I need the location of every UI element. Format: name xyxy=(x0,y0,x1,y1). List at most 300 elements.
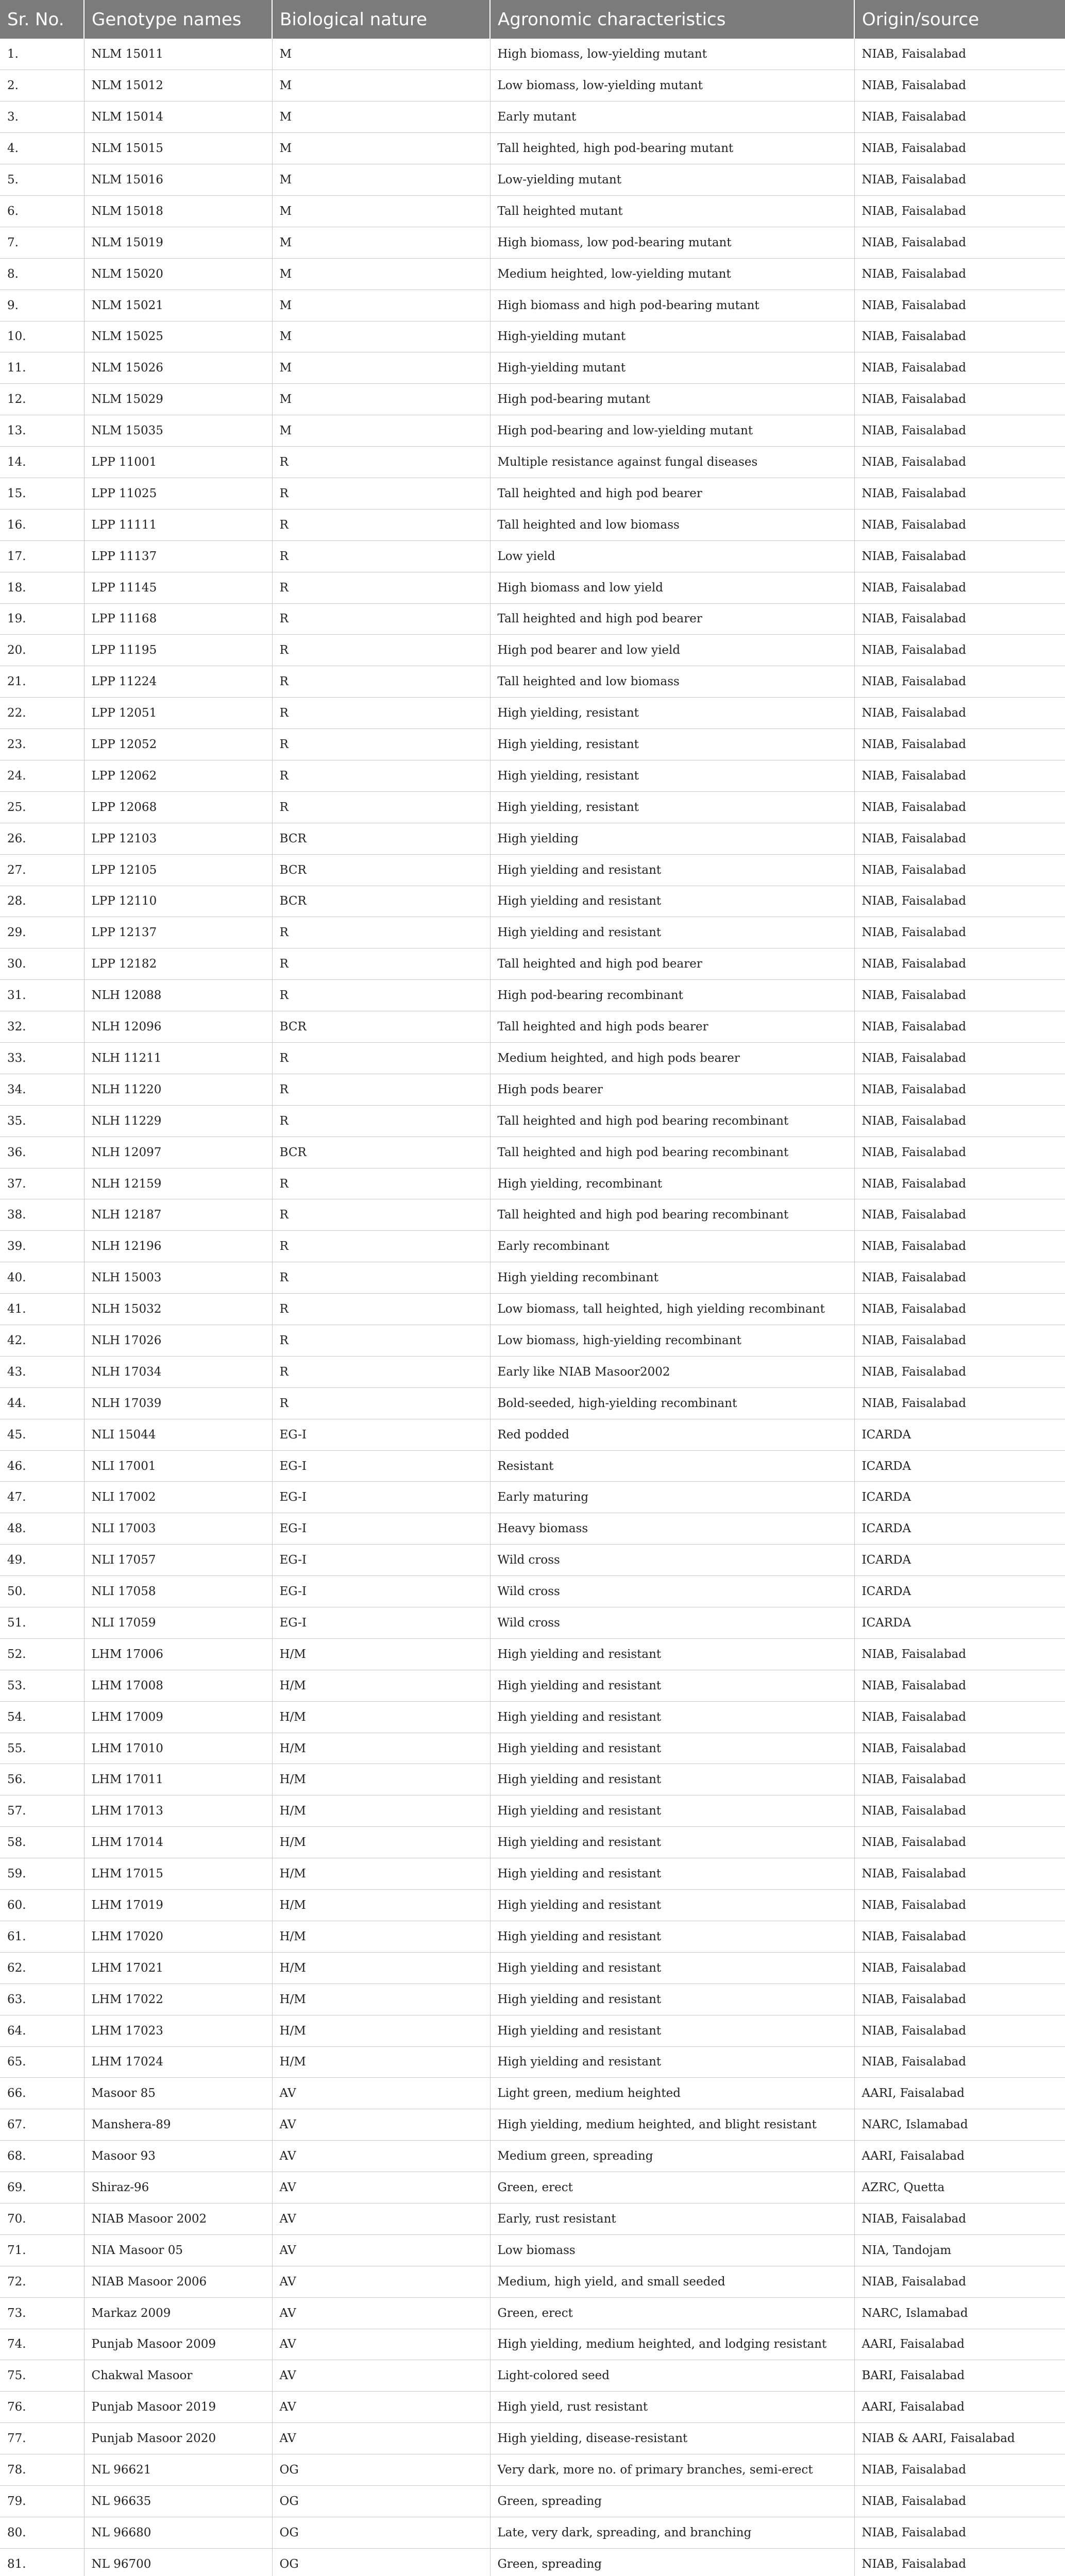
cell-genotype-name: NL 96680 xyxy=(84,2517,272,2548)
cell-agronomic-characteristics: Early maturing xyxy=(490,1482,854,1513)
cell-sr-no: 9. xyxy=(0,290,84,321)
table-row xyxy=(0,2454,1065,2486)
header-origin-source: Origin/source xyxy=(862,9,979,30)
cell-genotype-name: NLH 11229 xyxy=(84,1105,272,1137)
table-row xyxy=(0,1795,1065,1827)
cell-agronomic-characteristics: High pod bearer and low yield xyxy=(490,635,854,666)
cell-sr-no: 57. xyxy=(0,1795,84,1827)
cell-agronomic-characteristics: Tall heighted and high pod bearer xyxy=(490,478,854,509)
cell-genotype-name: NIAB Masoor 2006 xyxy=(84,2266,272,2297)
cell-sr-no: 22. xyxy=(0,698,84,729)
cell-agronomic-characteristics: Tall heighted and high pod bearing recombinant xyxy=(490,1137,854,1168)
cell-agronomic-characteristics: Multiple resistance against fungal diseases xyxy=(490,447,854,478)
cell-biological-nature: H/M xyxy=(272,2015,490,2046)
cell-genotype-name: NLI 17058 xyxy=(84,1576,272,1607)
cell-origin-source: NIAB, Faisalabad xyxy=(854,1387,1065,1419)
table-row xyxy=(0,823,1065,854)
cell-sr-no: 78. xyxy=(0,2454,84,2486)
cell-biological-nature: AV xyxy=(272,2423,490,2454)
cell-biological-nature: R xyxy=(272,980,490,1011)
cell-agronomic-characteristics: High yielding and resistant xyxy=(490,1638,854,1670)
table-row xyxy=(0,1450,1065,1482)
table-row xyxy=(0,2203,1065,2234)
cell-agronomic-characteristics: High yielding and resistant xyxy=(490,1890,854,1921)
cell-genotype-name: NLH 15032 xyxy=(84,1294,272,1325)
cell-sr-no: 74. xyxy=(0,2329,84,2360)
cell-genotype-name: NLH 15003 xyxy=(84,1262,272,1294)
table-row xyxy=(0,227,1065,258)
cell-agronomic-characteristics: High yield, rust resistant xyxy=(490,2392,854,2423)
cell-genotype-name: NLM 15020 xyxy=(84,258,272,290)
cell-agronomic-characteristics: Early, rust resistant xyxy=(490,2203,854,2234)
table-row xyxy=(0,2297,1065,2329)
cell-genotype-name: NLM 15015 xyxy=(84,133,272,164)
cell-origin-source: AARI, Faisalabad xyxy=(854,2141,1065,2172)
cell-genotype-name: NLH 11211 xyxy=(84,1043,272,1074)
table-row xyxy=(0,2392,1065,2423)
cell-biological-nature: H/M xyxy=(272,1764,490,1795)
cell-sr-no: 3. xyxy=(0,101,84,133)
cell-genotype-name: NLM 15018 xyxy=(84,195,272,227)
cell-sr-no: 39. xyxy=(0,1231,84,1262)
cell-origin-source: NIAB, Faisalabad xyxy=(854,415,1065,447)
table-row xyxy=(0,1482,1065,1513)
cell-biological-nature: H/M xyxy=(272,2046,490,2078)
cell-genotype-name: NLM 15029 xyxy=(84,384,272,415)
cell-agronomic-characteristics: High biomass, low pod-bearing mutant xyxy=(490,227,854,258)
cell-origin-source: NIAB, Faisalabad xyxy=(854,384,1065,415)
table-row xyxy=(0,2234,1065,2266)
cell-biological-nature: M xyxy=(272,258,490,290)
cell-sr-no: 76. xyxy=(0,2392,84,2423)
cell-biological-nature: AV xyxy=(272,2360,490,2392)
cell-origin-source: NIAB, Faisalabad xyxy=(854,1199,1065,1231)
cell-biological-nature: AV xyxy=(272,2266,490,2297)
cell-agronomic-characteristics: Resistant xyxy=(490,1450,854,1482)
header-genotype-names: Genotype names xyxy=(84,0,272,39)
cell-genotype-name: LHM 17008 xyxy=(84,1670,272,1701)
cell-agronomic-characteristics: High-yielding mutant xyxy=(490,352,854,384)
cell-biological-nature: M xyxy=(272,227,490,258)
table-row xyxy=(0,1638,1065,1670)
cell-sr-no: 32. xyxy=(0,1011,84,1043)
cell-genotype-name: NLI 17059 xyxy=(84,1607,272,1639)
table-row xyxy=(0,1137,1065,1168)
cell-sr-no: 53. xyxy=(0,1670,84,1701)
cell-origin-source: NIAB, Faisalabad xyxy=(854,540,1065,572)
cell-agronomic-characteristics: High yielding recombinant xyxy=(490,1262,854,1294)
cell-biological-nature: R xyxy=(272,1043,490,1074)
cell-origin-source: NIAB, Faisalabad xyxy=(854,886,1065,917)
cell-origin-source: NIAB, Faisalabad xyxy=(854,133,1065,164)
cell-agronomic-characteristics: Low biomass xyxy=(490,2234,854,2266)
cell-biological-nature: M xyxy=(272,133,490,164)
cell-agronomic-characteristics: Tall heighted and high pod bearing recombinant xyxy=(490,1105,854,1137)
cell-sr-no: 42. xyxy=(0,1325,84,1357)
cell-sr-no: 50. xyxy=(0,1576,84,1607)
cell-genotype-name: LHM 17009 xyxy=(84,1701,272,1733)
cell-biological-nature: R xyxy=(272,1074,490,1105)
cell-genotype-name: Punjab Masoor 2019 xyxy=(84,2392,272,2423)
cell-origin-source: NIAB, Faisalabad xyxy=(854,1105,1065,1137)
cell-biological-nature: M xyxy=(272,164,490,196)
cell-genotype-name: LPP 11001 xyxy=(84,447,272,478)
table-row xyxy=(0,1890,1065,1921)
cell-biological-nature: EG-I xyxy=(272,1419,490,1450)
cell-sr-no: 35. xyxy=(0,1105,84,1137)
cell-biological-nature: H/M xyxy=(272,1858,490,1890)
table-row xyxy=(0,2548,1065,2576)
cell-sr-no: 25. xyxy=(0,791,84,823)
cell-biological-nature: R xyxy=(272,1356,490,1387)
cell-origin-source: NIAB, Faisalabad xyxy=(854,666,1065,698)
cell-agronomic-characteristics: High yielding, recombinant xyxy=(490,1168,854,1199)
cell-agronomic-characteristics: Late, very dark, spreading, and branching xyxy=(490,2517,854,2548)
cell-origin-source: NIAB, Faisalabad xyxy=(854,2266,1065,2297)
cell-agronomic-characteristics: High yielding and resistant xyxy=(490,1827,854,1858)
cell-sr-no: 41. xyxy=(0,1294,84,1325)
cell-genotype-name: LPP 11224 xyxy=(84,666,272,698)
cell-sr-no: 55. xyxy=(0,1733,84,1764)
cell-agronomic-characteristics: High pod-bearing mutant xyxy=(490,384,854,415)
cell-genotype-name: NLH 17034 xyxy=(84,1356,272,1387)
cell-origin-source: NIAB, Faisalabad xyxy=(854,572,1065,603)
cell-origin-source: NIAB, Faisalabad xyxy=(854,948,1065,980)
cell-agronomic-characteristics: High yielding and resistant xyxy=(490,1921,854,1952)
table-row xyxy=(0,290,1065,321)
cell-biological-nature: BCR xyxy=(272,1011,490,1043)
cell-sr-no: 34. xyxy=(0,1074,84,1105)
cell-genotype-name: NLM 15035 xyxy=(84,415,272,447)
table-row xyxy=(0,133,1065,164)
cell-genotype-name: LPP 12182 xyxy=(84,948,272,980)
cell-origin-source: NIAB, Faisalabad xyxy=(854,321,1065,352)
cell-agronomic-characteristics: High yielding, medium heighted, and blight resistant xyxy=(490,2109,854,2141)
cell-biological-nature: OG xyxy=(272,2485,490,2517)
cell-sr-no: 62. xyxy=(0,1952,84,1984)
cell-origin-source: NIAB, Faisalabad xyxy=(854,1043,1065,1074)
cell-genotype-name: LPP 11025 xyxy=(84,478,272,509)
cell-sr-no: 51. xyxy=(0,1607,84,1639)
cell-sr-no: 10. xyxy=(0,321,84,352)
cell-sr-no: 47. xyxy=(0,1482,84,1513)
cell-agronomic-characteristics: Tall heighted and high pod bearer xyxy=(490,603,854,635)
table-row xyxy=(0,1262,1065,1294)
table-row xyxy=(0,2078,1065,2109)
cell-biological-nature: H/M xyxy=(272,1827,490,1858)
cell-sr-no: 30. xyxy=(0,948,84,980)
cell-biological-nature: EG-I xyxy=(272,1576,490,1607)
table-row xyxy=(0,2517,1065,2548)
cell-origin-source: NIAB, Faisalabad xyxy=(854,1294,1065,1325)
cell-biological-nature: R xyxy=(272,791,490,823)
cell-biological-nature: OG xyxy=(272,2454,490,2486)
cell-genotype-name: Markaz 2009 xyxy=(84,2297,272,2329)
table-row xyxy=(0,1043,1065,1074)
cell-genotype-name: NLI 17001 xyxy=(84,1450,272,1482)
table-row xyxy=(0,1419,1065,1450)
cell-genotype-name: NLH 12096 xyxy=(84,1011,272,1043)
cell-agronomic-characteristics: High yielding, resistant xyxy=(490,760,854,791)
cell-genotype-name: Chakwal Masoor xyxy=(84,2360,272,2392)
cell-biological-nature: R xyxy=(272,1231,490,1262)
cell-sr-no: 4. xyxy=(0,133,84,164)
cell-origin-source: NIAB, Faisalabad xyxy=(854,854,1065,886)
table-row xyxy=(0,1325,1065,1357)
cell-biological-nature: R xyxy=(272,698,490,729)
cell-origin-source: NIAB, Faisalabad xyxy=(854,164,1065,196)
cell-agronomic-characteristics: Light green, medium heighted xyxy=(490,2078,854,2109)
cell-origin-source: NIAB, Faisalabad xyxy=(854,980,1065,1011)
cell-biological-nature: M xyxy=(272,321,490,352)
cell-sr-no: 73. xyxy=(0,2297,84,2329)
cell-genotype-name: NLH 12187 xyxy=(84,1199,272,1231)
table-row xyxy=(0,1545,1065,1576)
cell-biological-nature: R xyxy=(272,1294,490,1325)
cell-agronomic-characteristics: High yielding and resistant xyxy=(490,1670,854,1701)
cell-biological-nature: M xyxy=(272,195,490,227)
cell-genotype-name: NLM 15026 xyxy=(84,352,272,384)
cell-agronomic-characteristics: Low yield xyxy=(490,540,854,572)
cell-agronomic-characteristics: Green, erect xyxy=(490,2172,854,2204)
table-row xyxy=(0,2485,1065,2517)
cell-genotype-name: NLM 15019 xyxy=(84,227,272,258)
cell-biological-nature: H/M xyxy=(272,1670,490,1701)
cell-origin-source: NIAB, Faisalabad xyxy=(854,478,1065,509)
cell-origin-source: AARI, Faisalabad xyxy=(854,2329,1065,2360)
cell-sr-no: 56. xyxy=(0,1764,84,1795)
cell-origin-source: NIAB, Faisalabad xyxy=(854,917,1065,948)
cell-agronomic-characteristics: Green, spreading xyxy=(490,2548,854,2576)
cell-origin-source: AARI, Faisalabad xyxy=(854,2078,1065,2109)
table-row xyxy=(0,729,1065,760)
cell-biological-nature: R xyxy=(272,917,490,948)
cell-origin-source: NIAB, Faisalabad xyxy=(854,1827,1065,1858)
cell-sr-no: 38. xyxy=(0,1199,84,1231)
cell-genotype-name: LHM 17022 xyxy=(84,1984,272,2015)
cell-origin-source: NIAB, Faisalabad xyxy=(854,1890,1065,1921)
table-row xyxy=(0,1011,1065,1043)
cell-sr-no: 46. xyxy=(0,1450,84,1482)
cell-origin-source: NIAB, Faisalabad xyxy=(854,2046,1065,2078)
cell-genotype-name: NLM 15025 xyxy=(84,321,272,352)
cell-genotype-name: NLH 12088 xyxy=(84,980,272,1011)
cell-biological-nature: BCR xyxy=(272,823,490,854)
table-row xyxy=(0,1074,1065,1105)
cell-biological-nature: R xyxy=(272,1199,490,1231)
cell-agronomic-characteristics: High biomass and high pod-bearing mutant xyxy=(490,290,854,321)
table-row xyxy=(0,1921,1065,1952)
cell-sr-no: 68. xyxy=(0,2141,84,2172)
table-row xyxy=(0,760,1065,791)
cell-agronomic-characteristics: Bold-seeded, high-yielding recombinant xyxy=(490,1387,854,1419)
table-row xyxy=(0,791,1065,823)
table-row xyxy=(0,1827,1065,1858)
table-row xyxy=(0,917,1065,948)
table-row xyxy=(0,2329,1065,2360)
cell-agronomic-characteristics: Tall heighted and high pods bearer xyxy=(490,1011,854,1043)
table-row xyxy=(0,1199,1065,1231)
cell-biological-nature: EG-I xyxy=(272,1450,490,1482)
cell-agronomic-characteristics: Medium green, spreading xyxy=(490,2141,854,2172)
cell-origin-source: NIAB, Faisalabad xyxy=(854,2485,1065,2517)
table-row xyxy=(0,195,1065,227)
cell-genotype-name: LPP 11111 xyxy=(84,509,272,540)
cell-genotype-name: NLM 15014 xyxy=(84,101,272,133)
cell-biological-nature: R xyxy=(272,760,490,791)
cell-sr-no: 49. xyxy=(0,1545,84,1576)
cell-biological-nature: M xyxy=(272,101,490,133)
table-header-row xyxy=(0,0,1065,39)
cell-agronomic-characteristics: High yielding and resistant xyxy=(490,2015,854,2046)
cell-genotype-name: LPP 12068 xyxy=(84,791,272,823)
cell-origin-source: NIAB, Faisalabad xyxy=(854,352,1065,384)
cell-origin-source: ICARDA xyxy=(854,1576,1065,1607)
cell-biological-nature: R xyxy=(272,948,490,980)
cell-origin-source: ICARDA xyxy=(854,1482,1065,1513)
cell-origin-source: NIAB, Faisalabad xyxy=(854,1356,1065,1387)
cell-origin-source: NIAB, Faisalabad xyxy=(854,1733,1065,1764)
cell-genotype-name: LPP 12051 xyxy=(84,698,272,729)
table-row xyxy=(0,2266,1065,2297)
cell-genotype-name: LPP 12110 xyxy=(84,886,272,917)
cell-origin-source: NIAB, Faisalabad xyxy=(854,1231,1065,1262)
cell-agronomic-characteristics: High biomass and low yield xyxy=(490,572,854,603)
cell-biological-nature: H/M xyxy=(272,1921,490,1952)
cell-sr-no: 71. xyxy=(0,2234,84,2266)
table-row xyxy=(0,2360,1065,2392)
cell-biological-nature: AV xyxy=(272,2109,490,2141)
table-row xyxy=(0,1670,1065,1701)
cell-sr-no: 17. xyxy=(0,540,84,572)
cell-origin-source: NIAB, Faisalabad xyxy=(854,698,1065,729)
cell-agronomic-characteristics: Wild cross xyxy=(490,1607,854,1639)
cell-sr-no: 7. xyxy=(0,227,84,258)
cell-sr-no: 5. xyxy=(0,164,84,196)
cell-biological-nature: R xyxy=(272,1325,490,1357)
cell-sr-no: 6. xyxy=(0,195,84,227)
cell-agronomic-characteristics: High biomass, low-yielding mutant xyxy=(490,39,854,70)
table-row xyxy=(0,2172,1065,2204)
cell-genotype-name: NIA Masoor 05 xyxy=(84,2234,272,2266)
cell-genotype-name: NL 96621 xyxy=(84,2454,272,2486)
cell-biological-nature: AV xyxy=(272,2234,490,2266)
cell-agronomic-characteristics: Red podded xyxy=(490,1419,854,1450)
cell-genotype-name: NLI 17002 xyxy=(84,1482,272,1513)
cell-genotype-name: Punjab Masoor 2009 xyxy=(84,2329,272,2360)
cell-agronomic-characteristics: Tall heighted and high pod bearer xyxy=(490,948,854,980)
table-row xyxy=(0,572,1065,603)
table-row xyxy=(0,2109,1065,2141)
cell-biological-nature: EG-I xyxy=(272,1513,490,1545)
table-row xyxy=(0,164,1065,196)
cell-agronomic-characteristics: Early like NIAB Masoor2002 xyxy=(490,1356,854,1387)
table-row xyxy=(0,1607,1065,1639)
table-row xyxy=(0,1231,1065,1262)
cell-genotype-name: NLI 15044 xyxy=(84,1419,272,1450)
table-row xyxy=(0,2015,1065,2046)
cell-agronomic-characteristics: High yielding and resistant xyxy=(490,917,854,948)
table-row xyxy=(0,1858,1065,1890)
cell-sr-no: 48. xyxy=(0,1513,84,1545)
table-row xyxy=(0,1764,1065,1795)
cell-origin-source: NIAB, Faisalabad xyxy=(854,1137,1065,1168)
cell-sr-no: 21. xyxy=(0,666,84,698)
cell-origin-source: NIAB, Faisalabad xyxy=(854,1701,1065,1733)
cell-biological-nature: R xyxy=(272,1168,490,1199)
cell-biological-nature: R xyxy=(272,509,490,540)
cell-genotype-name: NLH 17039 xyxy=(84,1387,272,1419)
cell-origin-source: NIAB, Faisalabad xyxy=(854,1858,1065,1890)
cell-sr-no: 45. xyxy=(0,1419,84,1450)
cell-genotype-name: NLI 17003 xyxy=(84,1513,272,1545)
table-row xyxy=(0,384,1065,415)
cell-origin-source: NIAB, Faisalabad xyxy=(854,603,1065,635)
cell-biological-nature: R xyxy=(272,666,490,698)
cell-agronomic-characteristics: High yielding and resistant xyxy=(490,1952,854,1984)
cell-biological-nature: AV xyxy=(272,2172,490,2204)
cell-biological-nature: OG xyxy=(272,2517,490,2548)
cell-origin-source: NIAB, Faisalabad xyxy=(854,791,1065,823)
cell-origin-source: NIAB, Faisalabad xyxy=(854,635,1065,666)
cell-genotype-name: LHM 17024 xyxy=(84,2046,272,2078)
table-row xyxy=(0,1576,1065,1607)
cell-origin-source: NIAB, Faisalabad xyxy=(854,195,1065,227)
table-row xyxy=(0,509,1065,540)
cell-agronomic-characteristics: Medium, high yield, and small seeded xyxy=(490,2266,854,2297)
cell-origin-source: NIAB, Faisalabad xyxy=(854,1670,1065,1701)
cell-sr-no: 54. xyxy=(0,1701,84,1733)
cell-genotype-name: Masoor 85 xyxy=(84,2078,272,2109)
cell-origin-source: ICARDA xyxy=(854,1513,1065,1545)
cell-agronomic-characteristics: Medium heighted, and high pods bearer xyxy=(490,1043,854,1074)
cell-genotype-name: NLM 15012 xyxy=(84,70,272,101)
cell-sr-no: 67. xyxy=(0,2109,84,2141)
cell-biological-nature: R xyxy=(272,603,490,635)
cell-origin-source: BARI, Faisalabad xyxy=(854,2360,1065,2392)
cell-sr-no: 65. xyxy=(0,2046,84,2078)
cell-agronomic-characteristics: Wild cross xyxy=(490,1545,854,1576)
cell-origin-source: NIAB, Faisalabad xyxy=(854,70,1065,101)
cell-biological-nature: R xyxy=(272,635,490,666)
cell-agronomic-characteristics: High yielding, medium heighted, and lodging resistant xyxy=(490,2329,854,2360)
cell-origin-source: ICARDA xyxy=(854,1545,1065,1576)
cell-biological-nature: M xyxy=(272,70,490,101)
cell-biological-nature: R xyxy=(272,729,490,760)
table-row xyxy=(0,2423,1065,2454)
cell-origin-source: NIAB, Faisalabad xyxy=(854,823,1065,854)
table-row xyxy=(0,1356,1065,1387)
cell-sr-no: 8. xyxy=(0,258,84,290)
cell-biological-nature: AV xyxy=(272,2297,490,2329)
header-biological-nature: Biological nature xyxy=(272,0,490,39)
table-row xyxy=(0,603,1065,635)
cell-biological-nature: M xyxy=(272,39,490,70)
cell-sr-no: 75. xyxy=(0,2360,84,2392)
cell-genotype-name: LHM 17013 xyxy=(84,1795,272,1827)
cell-biological-nature: H/M xyxy=(272,1890,490,1921)
cell-biological-nature: R xyxy=(272,1387,490,1419)
cell-biological-nature: AV xyxy=(272,2203,490,2234)
cell-biological-nature: M xyxy=(272,415,490,447)
cell-origin-source: NIA, Tandojam xyxy=(854,2234,1065,2266)
cell-sr-no: 81. xyxy=(0,2548,84,2576)
cell-genotype-name: LPP 12105 xyxy=(84,854,272,886)
cell-agronomic-characteristics: Tall heighted and low biomass xyxy=(490,666,854,698)
cell-origin-source: NIAB, Faisalabad xyxy=(854,1325,1065,1357)
cell-genotype-name: Manshera-89 xyxy=(84,2109,272,2141)
cell-sr-no: 18. xyxy=(0,572,84,603)
